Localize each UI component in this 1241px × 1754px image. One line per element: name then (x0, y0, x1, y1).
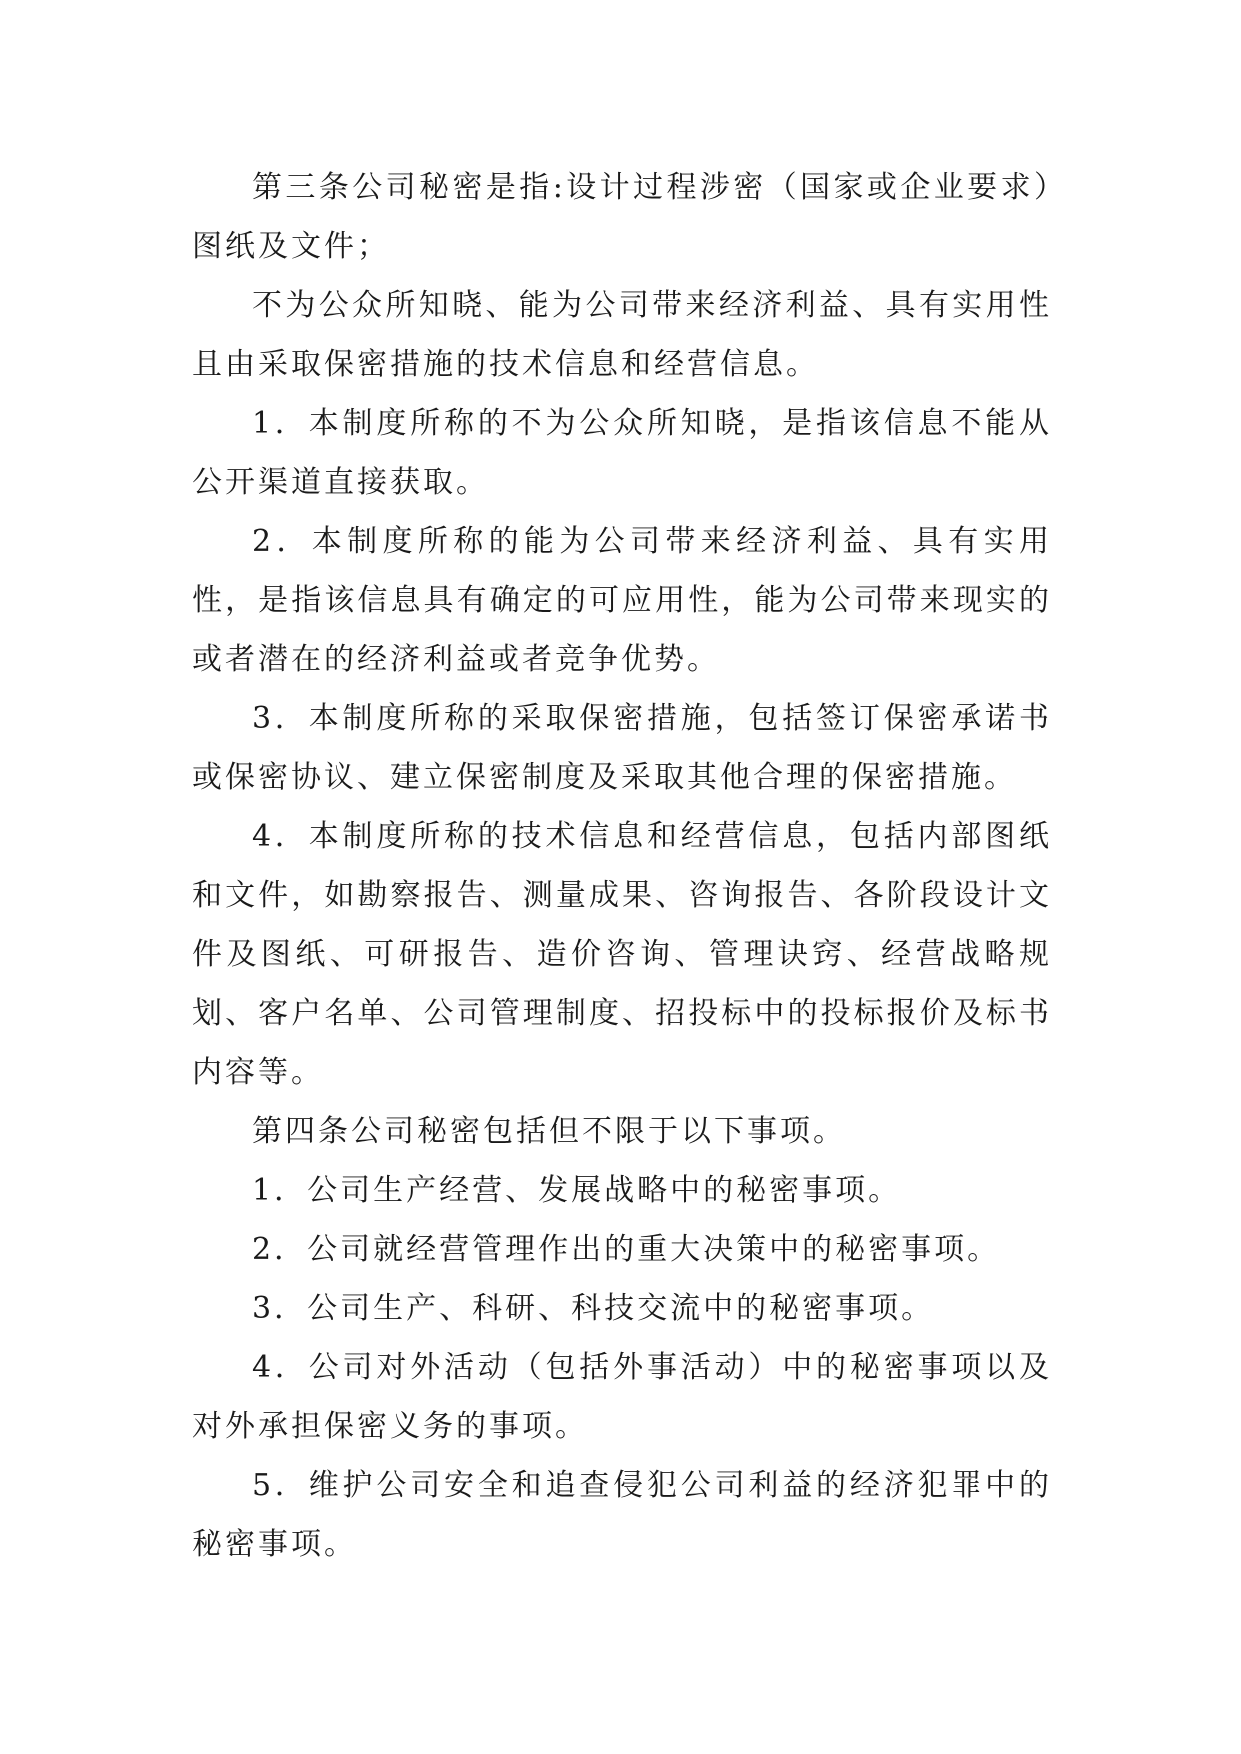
paragraph-secret-criteria: 不为公众所知晓、能为公司带来经济利益、具有实用性且由采取保密措施的技术信息和经营信息。 (192, 288, 1052, 382)
paragraph-article-4-heading: 第四条公司秘密包括但不限于以下事项。 (252, 1114, 846, 1149)
paragraph-scope-item-4: 4．公司对外活动（包括外事活动）中的秘密事项以及对外承担保密义务的事项。 (192, 1350, 1052, 1444)
paragraph-scope-item-2: 2．公司就经营管理作出的重大决策中的秘密事项。 (252, 1232, 1001, 1267)
document-body (192, 158, 1052, 1574)
paragraph-article-3-definition: 第三条公司秘密是指:设计过程涉密（国家或企业要求）图纸及文件； (192, 170, 1052, 264)
paragraph-item-1-not-public: 1．本制度所称的不为公众所知晓，是指该信息不能从公开渠道直接获取。 (192, 406, 1052, 500)
paragraph-scope-item-3: 3．公司生产、科研、科技交流中的秘密事项。 (252, 1291, 935, 1326)
paragraph-item-2-economic-benefit: 2．本制度所称的能为公司带来经济利益、具有实用性，是指该信息具有确定的可应用性，能为公司带来现实的或者潜在的经济利益或者竞争优势。 (192, 524, 1052, 677)
paragraph-scope-item-5: 5．维护公司安全和追查侵犯公司利益的经济犯罪中的秘密事项。 (192, 1468, 1052, 1562)
paragraph-item-3-confidentiality-measures: 3．本制度所称的采取保密措施，包括签订保密承诺书或保密协议、建立保密制度及采取其他合理的保密措施。 (192, 701, 1052, 795)
paragraph-scope-item-1: 1．公司生产经营、发展战略中的秘密事项。 (252, 1173, 902, 1208)
paragraph-item-4-technical-business-info: 4．本制度所称的技术信息和经营信息，包括内部图纸和文件，如勘察报告、测量成果、咨询报告、各阶段设计文件及图纸、可研报告、造价咨询、管理诀窍、经营战略规划、客户名单、公司管理制度、招投标中的投标报价及标书内容等。 (192, 819, 1052, 1090)
